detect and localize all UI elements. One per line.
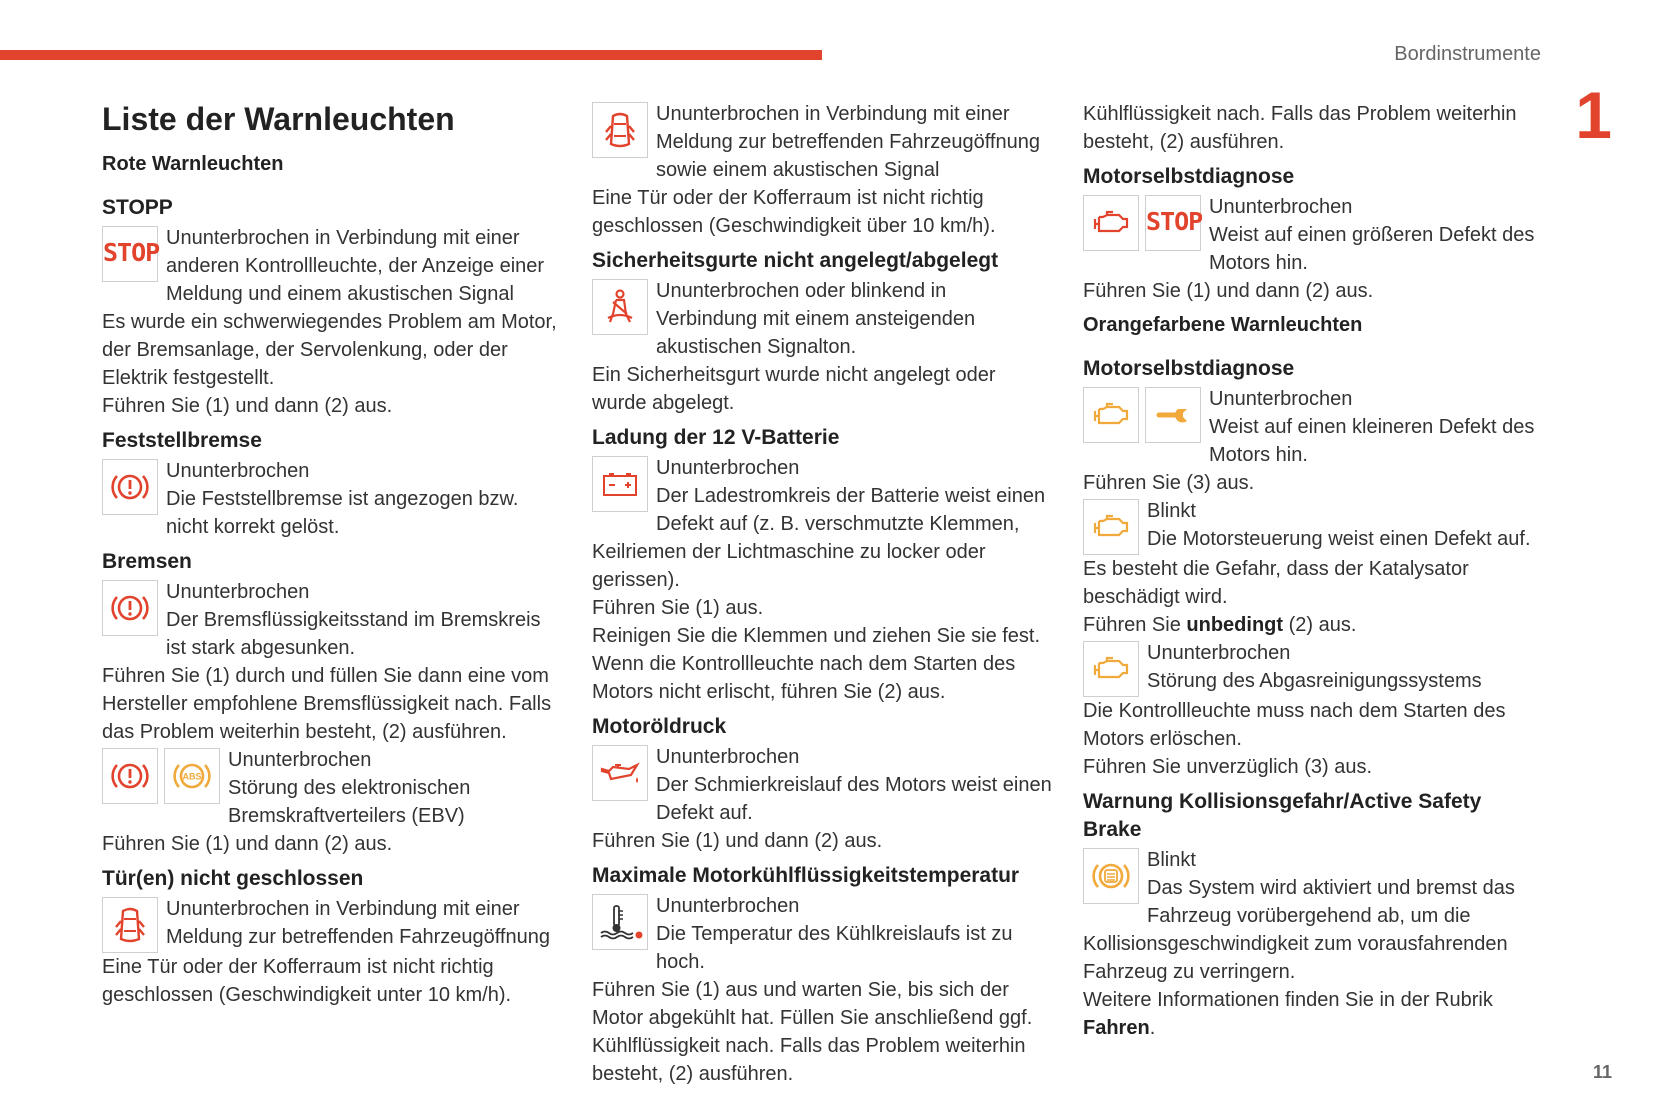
abgas-action: Führen Sie unverzüglich (3) aus.: [1083, 756, 1373, 778]
ebv-line2: Störung des elektronischen Bremskraftverteilers (EBV): [228, 777, 471, 827]
page-number: 11: [1592, 1062, 1612, 1082]
subtitle-red-warnings: Rote Warnleuchten: [102, 153, 284, 175]
brake-icon: [102, 580, 158, 636]
entry-abgasreinigung: [1083, 639, 1543, 697]
stop-icon: STOP: [102, 226, 158, 282]
ebv-action: Führen Sie (1) und dann (2) aus.: [102, 833, 393, 855]
section-label: Bordinstrumente: [1394, 43, 1541, 65]
collision-warning-icon: [1083, 848, 1139, 904]
heading-oeldruck: Motoröldruck: [592, 715, 727, 738]
entry-kuehl: [592, 892, 1052, 976]
entry-tueren: [102, 895, 562, 953]
tueren-fast-text: Ununterbrochen in Verbindung mit einer Meldung zur betreffenden Fahrzeugöffnung sowie einem akustischen Signal: [656, 103, 1040, 181]
kollision-more-info: Weitere Informationen finden Sie in der Rubrik Fahren.: [1083, 989, 1493, 1039]
kollision-line1: Blinkt: [1147, 849, 1196, 871]
tueren-fast-description: Eine Tür oder der Kofferraum ist nicht richtig geschlossen (Geschwindigkeit über 10 km/h).: [592, 187, 996, 237]
feststellbremse-line1: Ununterbrochen: [166, 460, 310, 482]
diagnose-orange-line2: Weist auf einen kleineren Defekt des Motors hin.: [1209, 416, 1535, 466]
entry-tueren-fast: [592, 100, 1052, 184]
diagnose-orange-line1: Ununterbrochen: [1209, 388, 1353, 410]
brake-icon: [102, 748, 158, 804]
door-open-icon: [102, 897, 158, 953]
heading-batterie: Ladung der 12 V-Batterie: [592, 426, 840, 449]
engine-check-icon: [1083, 499, 1139, 555]
diagnose-rot-action: Führen Sie (1) und dann (2) aus.: [1083, 280, 1374, 302]
kollision-line2: Das System wird aktiviert und bremst das Fahrzeug vorübergehend ab, um die Kollisionsgeschwindigkeit zum vorausfahrenden Fahrzeug zu verringern.: [1083, 877, 1515, 983]
heading-kollision: Warnung Kollisionsgefahr/Active Safety Brake: [1083, 790, 1482, 841]
batterie-line1: Ununterbrochen: [656, 457, 800, 479]
diagnose-rot-line2: Weist auf einen größeren Defekt des Motors hin.: [1209, 224, 1535, 274]
heading-feststellbremse: Feststellbremse: [102, 429, 262, 452]
column-2: [592, 100, 1052, 1088]
blinkt-action: Führen Sie unbedingt (2) aus.: [1083, 614, 1357, 636]
column-3: [1083, 100, 1543, 1042]
kuehl-action: Führen Sie (1) aus und warten Sie, bis sich der Motor abgekühlt hat. Füllen Sie anschließend ggf. Kühlflüssigkeit nach. Falls das Problem weiterhin besteht, (2) ausführen.: [592, 979, 1033, 1085]
heading-stopp: STOPP: [102, 196, 173, 219]
entry-diagnose-orange: [1083, 385, 1543, 469]
blinkt-line2: Die Motorsteuerung weist einen Defekt auf.: [1147, 528, 1531, 550]
abgas-line1: Ununterbrochen: [1147, 642, 1291, 664]
bremsen-line1: Ununterbrochen: [166, 581, 310, 603]
tueren-text: Ununterbrochen in Verbindung mit einer Meldung zur betreffenden Fahrzeugöffnung: [166, 898, 550, 948]
battery-icon: [592, 456, 648, 512]
entry-feststellbremse: [102, 457, 562, 541]
kuehl-continuation: Kühlflüssigkeit nach. Falls das Problem weiterhin besteht, (2) ausführen.: [1083, 103, 1517, 153]
coolant-temperature-icon: [592, 894, 648, 950]
entry-gurte: [592, 277, 1052, 361]
stopp-description: Es wurde ein schwerwiegendes Problem am Motor, der Bremsanlage, der Servolenkung, oder der Elektrik festgestellt.: [102, 311, 557, 389]
entry-motorsteuerung-blinkt: [1083, 497, 1543, 555]
engine-check-icon: [1083, 195, 1139, 251]
wrench-icon: [1145, 387, 1201, 443]
stopp-text: Ununterbrochen in Verbindung mit einer anderen Kontrollleuchte, der Anzeige einer Meldung und einem akustischen Signal: [166, 227, 545, 305]
bremsen-line2: Der Bremsflüssigkeitsstand im Bremskreis ist stark abgesunken.: [166, 609, 541, 659]
engine-check-icon: [1083, 387, 1139, 443]
column-1: [102, 100, 562, 1009]
door-open-icon: [592, 102, 648, 158]
entry-stopp: [102, 224, 562, 308]
entry-oeldruck: [592, 743, 1052, 827]
stopp-action: Führen Sie (1) und dann (2) aus.: [102, 395, 393, 417]
oeldruck-line1: Ununterbrochen: [656, 746, 800, 768]
kuehl-line2: Die Temperatur des Kühlkreislaufs ist zu hoch.: [656, 923, 1013, 973]
oeldruck-action: Führen Sie (1) und dann (2) aus.: [592, 830, 883, 852]
heading-kuehl: Maximale Motorkühlflüssigkeitstemperatur: [592, 864, 1020, 887]
svg-text:ABS: ABS: [182, 771, 202, 782]
gurte-description: Ein Sicherheitsgurt wurde nicht angelegt oder wurde abgelegt.: [592, 364, 996, 414]
stop-icon: STOP: [1145, 195, 1201, 251]
tueren-description: Eine Tür oder der Kofferraum ist nicht richtig geschlossen (Geschwindigkeit unter 10 km/h).: [102, 956, 512, 1006]
engine-check-icon: [1083, 641, 1139, 697]
batterie-line2: Der Ladestromkreis der Batterie weist einen Defekt auf (z. B. verschmutzte Klemmen, Keilriemen der Lichtmaschine zu locker oder gerissen).: [592, 485, 1046, 591]
entry-kollision: [1083, 846, 1543, 986]
entry-ebv: [102, 746, 562, 830]
subtitle-orange-warnings: Orangefarbene Warnleuchten: [1083, 314, 1363, 336]
heading-tueren: Tür(en) nicht geschlossen: [102, 867, 364, 890]
abgas-line2: Störung des Abgasreinigungssystems: [1147, 670, 1482, 692]
page-title: Liste der Warnleuchten: [102, 101, 455, 137]
entry-diagnose-rot: [1083, 193, 1543, 277]
seatbelt-icon: [592, 279, 648, 335]
bremsen-action: Führen Sie (1) durch und füllen Sie dann eine vom Hersteller empfohlene Bremsflüssigkeit nach. Falls das Problem weiterhin besteht, (2) ausführen.: [102, 665, 552, 743]
top-accent-bar: [0, 50, 822, 60]
diagnose-orange-action: Führen Sie (3) aus.: [1083, 472, 1255, 494]
heading-gurte: Sicherheitsgurte nicht angelegt/abgelegt: [592, 249, 999, 272]
batterie-instructions: Reinigen Sie die Klemmen und ziehen Sie sie fest. Wenn die Kontrollleuchte nach dem Starten des Motors nicht erlischt, führen Sie (2) aus.: [592, 625, 1041, 703]
abs-icon: [164, 748, 220, 804]
diagnose-rot-line1: Ununterbrochen: [1209, 196, 1353, 218]
abgas-description: Die Kontrollleuchte muss nach dem Starten des Motors erlöschen.: [1083, 700, 1506, 750]
heading-diagnose-rot: Motorselbstdiagnose: [1083, 165, 1295, 188]
oil-pressure-icon: [592, 745, 648, 801]
blinkt-line1: Blinkt: [1147, 500, 1196, 522]
feststellbremse-line2: Die Feststellbremse ist angezogen bzw. nicht korrekt gelöst.: [166, 488, 519, 538]
gurte-text: Ununterbrochen oder blinkend in Verbindung mit einem ansteigenden akustischen Signalton.: [656, 280, 976, 358]
chapter-number: 1: [1575, 78, 1612, 152]
heading-diagnose-orange: Motorselbstdiagnose: [1083, 357, 1295, 380]
oeldruck-line2: Der Schmierkreislauf des Motors weist einen Defekt auf.: [656, 774, 1052, 824]
kuehl-line1: Ununterbrochen: [656, 895, 800, 917]
entry-batterie: [592, 454, 1052, 594]
heading-bremsen: Bremsen: [102, 550, 192, 573]
link-fahren: Fahren: [1083, 1017, 1150, 1039]
ebv-line1: Ununterbrochen: [228, 749, 372, 771]
blinkt-description: Es besteht die Gefahr, dass der Katalysator beschädigt wird.: [1083, 558, 1469, 608]
parking-brake-icon: [102, 459, 158, 515]
batterie-action: Führen Sie (1) aus.: [592, 597, 764, 619]
entry-bremsen: [102, 578, 562, 662]
